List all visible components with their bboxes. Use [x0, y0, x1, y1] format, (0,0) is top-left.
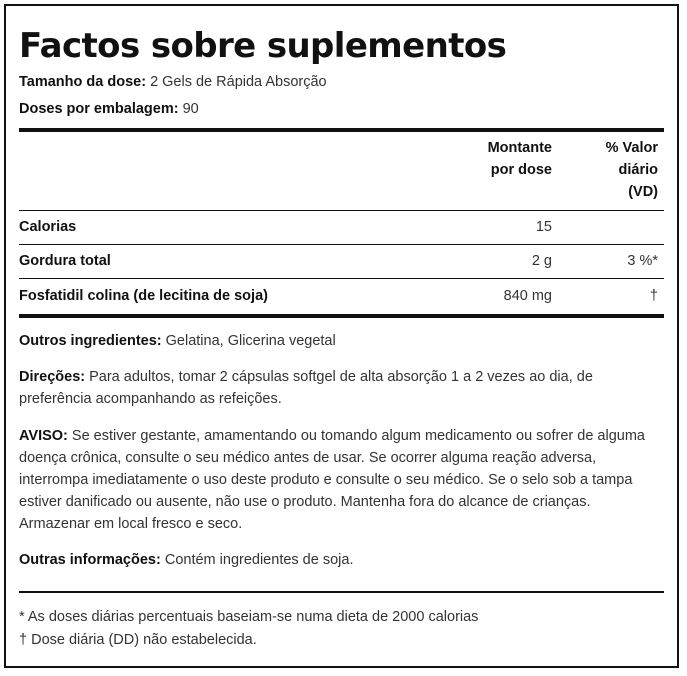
row-divider [19, 210, 664, 211]
nutrient-name: Calorias [19, 219, 77, 235]
servings-per-container-line [19, 101, 664, 117]
header-divider [19, 128, 664, 132]
nutrient-name: Gordura total [19, 253, 111, 269]
nutrient-amount: 840 mg [503, 288, 552, 304]
warning-label: AVISO: [19, 428, 68, 444]
footnote-divider [19, 591, 664, 593]
amount-header-line-2: por dose [490, 162, 552, 178]
row-divider [19, 244, 664, 245]
row-divider [19, 278, 664, 279]
warning-text: Se estiver gestante, amamentando ou tomando algum medicamento ou sofrer de alguma doença crônica, consulte o seu médico antes de usar. Se ocorrer alguma reação adversa, interrompa imediatamente o uso deste produto e consulte o seu médico. Se o selo sob a tampa estiver danificado ou ausente, não use o produto. Mantenha fora do alcance de crianças. Armazenar em local fresco e seco. [19, 428, 645, 532]
serving-size-value: 2 Gels de Rápida Absorção [150, 74, 327, 90]
servings-per-container-value: 90 [182, 101, 199, 117]
nutrient-dv: 3 %* [627, 253, 658, 269]
directions [19, 366, 664, 410]
serving-size-label: Tamanho da dose: [19, 74, 147, 90]
nutrient-amount: 2 g [531, 253, 552, 269]
dv-header-line-1: % Valor [605, 140, 658, 156]
dv-header-line-3: (VD) [628, 184, 658, 200]
panel-title: Factos sobre suplementos [19, 26, 507, 66]
other-info-text: Contém ingredientes de soja. [160, 552, 354, 568]
nutrient-name: Fosfatidil colina (de lecitina de soja) [19, 288, 268, 304]
daily-value-header [606, 137, 658, 203]
dv-footnote: * As doses diárias percentuais baseiam-se numa dieta de 2000 calorias [19, 609, 479, 625]
table-bottom-divider [19, 314, 664, 318]
dagger-footnote: † Dose diária (DD) não estabelecida. [19, 632, 257, 648]
serving-size-line [19, 74, 664, 90]
supplement-facts-panel [4, 4, 679, 668]
other-ingredients-text: Gelatina, Glicerina vegetal [161, 333, 336, 349]
nutrient-amount: 15 [535, 219, 552, 235]
other-info [19, 549, 664, 571]
amount-header-line-1: Montante [487, 140, 552, 156]
other-info-label: Outras informações: [19, 552, 161, 568]
other-ingredients-label: Outros ingredientes: [19, 333, 162, 349]
nutrient-dv: † [649, 288, 658, 304]
amount-per-serving-header [488, 137, 552, 181]
directions-text: Para adultos, tomar 2 cápsulas softgel de alta absorção 1 a 2 vezes ao dia, de preferência acompanhando as refeições. [19, 369, 593, 407]
directions-label: Direções: [19, 369, 86, 385]
servings-per-container-label: Doses por embalagem: [19, 101, 179, 117]
other-ingredients [19, 330, 664, 352]
warning [19, 425, 664, 535]
dv-header-line-2: diário [618, 162, 658, 178]
